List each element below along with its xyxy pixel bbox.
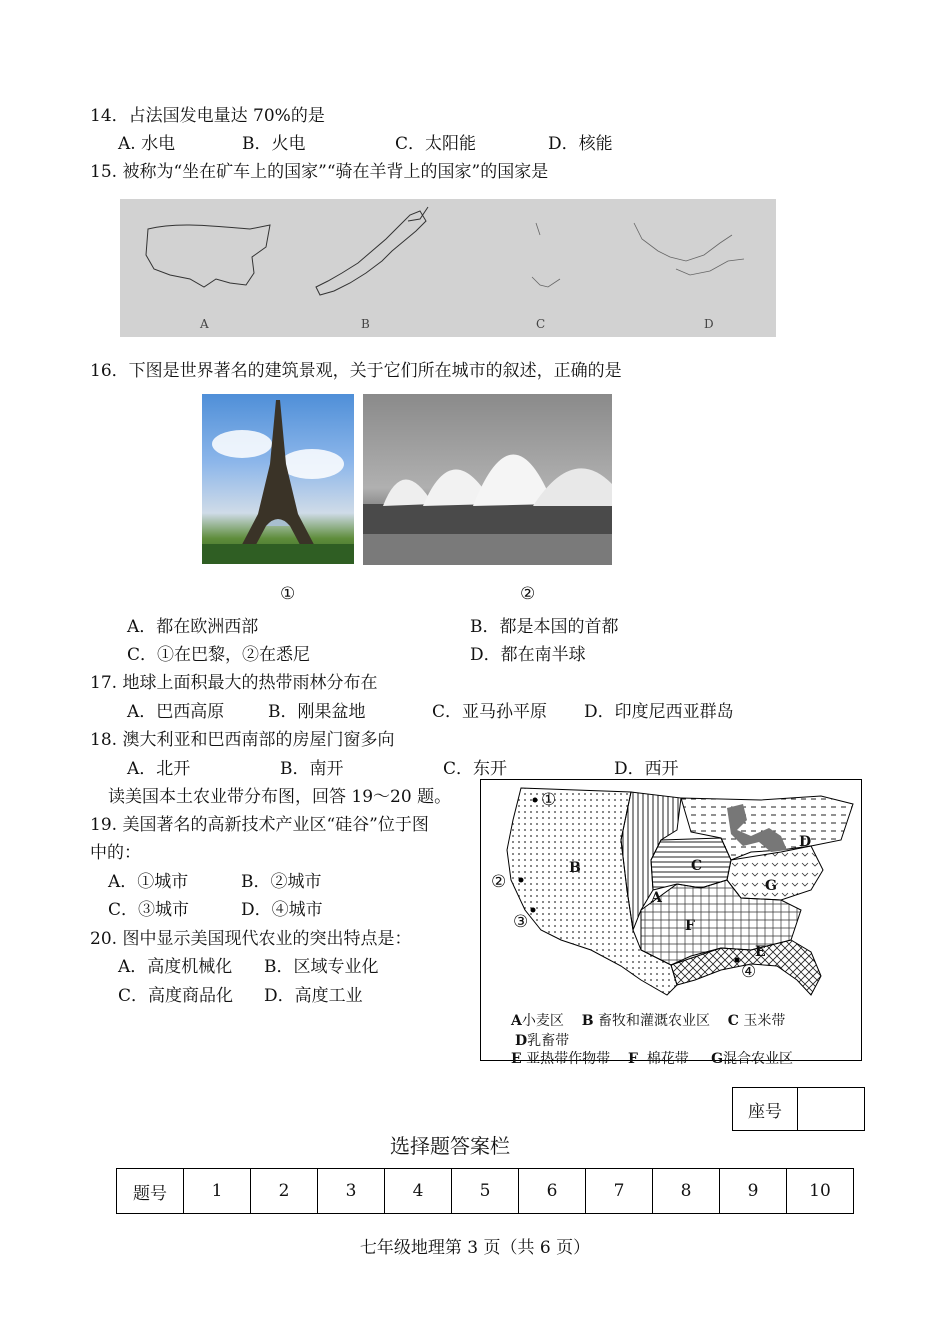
q19-option-b: B．②城市	[241, 872, 322, 892]
answer-number-cell[interactable]: 4	[385, 1169, 452, 1214]
q15-stem: 15. 被称为“坐在矿车上的国家”“骑在羊背上的国家”的国家是	[90, 162, 549, 182]
answer-number-cell[interactable]: 1	[184, 1169, 251, 1214]
city-marker-2: ②	[491, 872, 507, 892]
q14-option-d: D．核能	[548, 134, 613, 154]
q17-option-d: D．印度尼西亚群岛	[584, 702, 734, 722]
map-label-a: A	[200, 317, 209, 331]
map-label-b: B	[361, 317, 370, 331]
q20-option-b: B．区域专业化	[264, 957, 379, 977]
answer-section-title: 选择题答案栏	[390, 1134, 510, 1158]
legend-row-1: A小麦区 B 畜牧和灌溉农业区 C 玉米带	[511, 1013, 786, 1029]
answer-number-cell[interactable]: 9	[720, 1169, 787, 1214]
q18-option-d: D．西开	[614, 759, 679, 779]
q20-option-d: D．高度工业	[264, 986, 363, 1006]
sydney-opera-house-photo	[363, 394, 612, 565]
eiffel-tower-photo	[202, 394, 354, 564]
q19-option-a: A．①城市	[108, 872, 189, 892]
q16-option-c: C．①在巴黎，②在悉尼	[127, 645, 311, 665]
q20-option-c: C．高度商品化	[118, 986, 234, 1006]
country-outline-maps	[120, 199, 776, 337]
q18-stem: 18. 澳大利亚和巴西南部的房屋门窗多向	[90, 730, 395, 750]
legend-row-3: E 亚热带作物带 F 棉花带 G混合农业区	[511, 1051, 794, 1067]
us-agriculture-map	[480, 779, 862, 1067]
city-marker-4: ④	[741, 962, 757, 982]
seat-label: 座号	[733, 1088, 798, 1131]
q19-stem-line2: 中的：	[90, 843, 141, 863]
map-label-d: D	[704, 317, 714, 331]
seat-number-box	[732, 1087, 865, 1131]
answer-number-cell[interactable]: 10	[787, 1169, 854, 1214]
q14-stem: 14．占法国发电量达 70%的是	[90, 106, 325, 126]
city-marker-3: ③	[513, 912, 529, 932]
q17-stem: 17. 地球上面积最大的热带雨林分布在	[90, 673, 378, 693]
region-label-b: B	[569, 860, 581, 876]
q18-option-a: A．北开	[127, 759, 191, 779]
q14-option-a: A. 水电	[118, 134, 176, 154]
q14-option-c: C．太阳能	[395, 134, 477, 154]
q16-stem: 16．下图是世界著名的建筑景观，关于它们所在城市的叙述，正确的是	[90, 361, 622, 381]
city-marker-1: ①	[541, 790, 557, 810]
q19-option-c: C．③城市	[108, 900, 190, 920]
region-label-e: E	[755, 944, 766, 960]
region-label-g: G	[765, 878, 777, 894]
q16-option-d: D．都在南半球	[470, 645, 586, 665]
q14-option-b: B．火电	[242, 134, 306, 154]
q16-option-a: A．都在欧洲西部	[127, 617, 259, 637]
page-footer: 七年级地理第 3 页（共 6 页）	[359, 1238, 591, 1258]
region-label-d: D	[799, 834, 812, 850]
q18-option-c: C．东开	[443, 759, 508, 779]
q17-option-a: A．巴西高原	[127, 702, 225, 722]
photo-caption-2: ②	[520, 584, 536, 604]
q20-stem: 20. 图中显示美国现代农业的突出特点是：	[90, 929, 412, 949]
answer-number-cell[interactable]: 7	[586, 1169, 653, 1214]
answer-number-cell[interactable]: 3	[318, 1169, 385, 1214]
answer-number-cell[interactable]: 6	[519, 1169, 586, 1214]
reading-instruction: 读美国本土农业带分布图，回答 19～20 题。	[108, 787, 452, 807]
region-label-c: C	[691, 858, 703, 874]
q16-option-b: B．都是本国的首都	[470, 617, 619, 637]
q19-option-d: D．④城市	[241, 900, 323, 920]
map-label-c: C	[536, 317, 546, 331]
photo-caption-1: ①	[280, 584, 296, 604]
q18-option-b: B．南开	[280, 759, 344, 779]
outline-map-drawing	[120, 199, 776, 337]
answer-table	[116, 1168, 854, 1214]
region-label-f: F	[685, 918, 695, 934]
q17-option-c: C．亚马孙平原	[432, 702, 548, 722]
seat-number-field[interactable]	[798, 1088, 865, 1131]
q19-stem-line1: 19. 美国著名的高新技术产业区“硅谷”位于图	[90, 815, 429, 835]
q20-option-a: A．高度机械化	[118, 957, 233, 977]
region-label-a: A	[651, 890, 662, 906]
answer-header-cell: 题号	[117, 1169, 184, 1214]
legend-row-2: D乳畜带	[515, 1033, 570, 1049]
answer-number-cell[interactable]: 2	[251, 1169, 318, 1214]
answer-number-cell[interactable]: 5	[452, 1169, 519, 1214]
q17-option-b: B．刚果盆地	[268, 702, 366, 722]
answer-number-cell[interactable]: 8	[653, 1169, 720, 1214]
